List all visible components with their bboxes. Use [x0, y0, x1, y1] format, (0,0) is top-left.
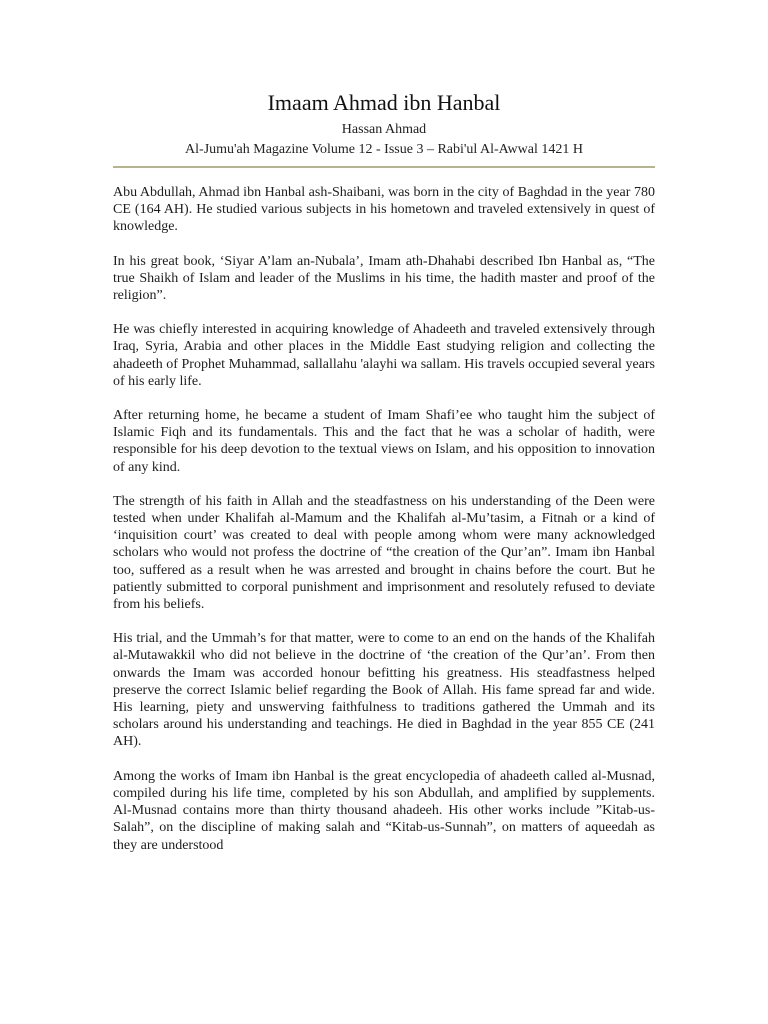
title-divider [113, 166, 655, 168]
paragraph-5: The strength of his faith in Allah and the steadfastness on his understanding of the Deen were tested when under Khalifah al-Mamum and the Khalifah al-Mu’tasim, a Fitnah or a kind of ‘inquisition court’ was created to deal with people among whom were many acknowledged scholars who would not profess the doctrine of “the creation of the Qur’an”. Imam ibn Hanbal too, suffered as a result when he was arrested and brought in chains before the court. But he patiently submitted to corporal punishment and imprisonment and resolutely refused to deviate from his beliefs. [113, 493, 655, 613]
paragraph-7: Among the works of Imam ibn Hanbal is the great encyclopedia of ahadeeth called al-Musnad, compiled during his life time, completed by his son Abdullah, and amplified by supplements. Al-Musnad contains more than thirty thousand ahadeeh. His other works include ”Kitab-us-Salah”, on the discipline of making salah and “Kitab-us-Sunnah”, on matters of aqueedah as they are understood [113, 768, 655, 853]
paragraph-3: He was chiefly interested in acquiring knowledge of Ahadeeth and traveled extensively through Iraq, Syria, Arabia and other places in the Middle East studying religion and collecting the ahadeeth of Prophet Muhammad, sallallahu 'alayhi wa sallam. His travels occupied several years of his early life. [113, 322, 655, 389]
paragraph-6: His trial, and the Ummah’s for that matter, were to come to an end on the hands of the Khalifah al-Mutawakkil who did not believe in the doctrine of ‘the creation of the Qur’an’. From then onwards the Imam was accorded honour befitting his greatness. His steadfastness helped preserve the correct Islamic belief regarding the Book of Allah. His fame spread far and wide. His learning, piety and unswerving faithfulness to traditions gathered the Ummah and its scholars around his understanding and teachings. He died in Baghdad in the year 855 CE (241 AH). [113, 631, 655, 750]
publication-source: Al-Jumu'ah Magazine Volume 12 - Issue 3 – Rabi'ul Al-Awwal 1421 H [185, 142, 583, 157]
article-body [113, 184, 655, 854]
paragraph-2: In his great book, ‘Siyar A’lam an-Nubala’, Imam ath-Dhahabi described Ibn Hanbal as, “The true Shaikh of Islam and leader of the Muslims in his time, the hadith master and proof of the religion”. [113, 253, 655, 304]
document-page [113, 88, 655, 871]
author-name: Hassan Ahmad [341, 122, 427, 137]
paragraph-1: Abu Abdullah, Ahmad ibn Hanbal ash-Shaibani, was born in the city of Baghdad in the year 780 CE (164 AH). He studied various subjects in his hometown and traveled extensively in quest of knowledge. [113, 185, 655, 235]
document-title: Imaam Ahmad ibn Hanbal [267, 90, 501, 115]
paragraph-4: After returning home, he became a student of Imam Shafi’ee who taught him the subject of Islamic Fiqh and its fundamentals. This and the fact that he was a scholar of hadith, were responsible for his deep devotion to the textual views on Islam, and his opposition to innovation of any kind. [113, 408, 655, 475]
